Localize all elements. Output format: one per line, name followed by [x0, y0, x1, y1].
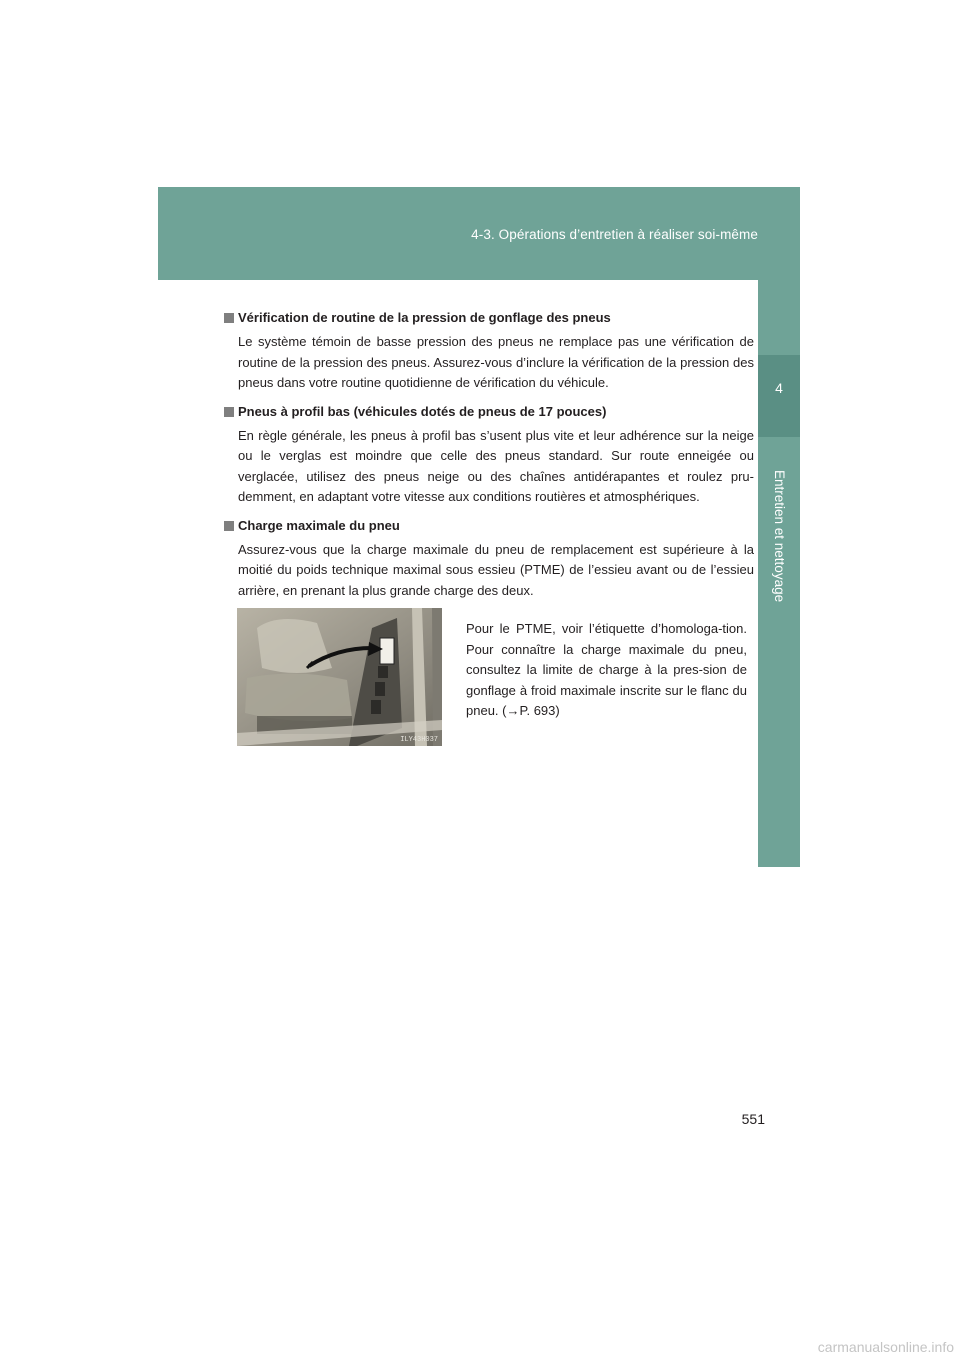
section-body: Assurez-vous que la charge maximale du pneu de remplacement est supérieure à la moitié du poids technique maximal sous essieu (PTME) de l’essieu avant ou de l’essieu arrière, en prenant la plus grande charge des deux.: [238, 541, 754, 598]
section-title-text: Pneus à profil bas (véhicules dotés de pneus de 17 pouces): [238, 403, 607, 419]
section-body: Le système témoin de basse pression des pneus ne remplace pas une vérification de routine de la pression des pneus. Assurez-vous d’inclure la vérification de la pression des pneus dans votre routine quotidienne de vérification du véhicule.: [238, 334, 754, 390]
section-header-title: 4-3. Opérations d’entretien à réaliser soi-même: [471, 227, 758, 242]
header-band: [158, 187, 800, 280]
chapter-label: Entretien et nettoyage: [772, 470, 787, 603]
section-max-tire-load: [224, 516, 754, 602]
door-pillar-label-photo: [237, 608, 442, 746]
figure-row: [237, 608, 753, 748]
figure-description: Pour le PTME, voir l’étiquette d’homologa-tion. Pour connaître la charge maximale du pneu, consultez la limite de charge à la pres-sion de gonflage à froid maximale inscrite sur le flanc du pneu. (→P. 693): [466, 621, 747, 718]
page-number: 551: [741, 1111, 765, 1127]
section-low-profile-tires: [224, 402, 754, 508]
chapter-label-wrapper: [771, 470, 787, 850]
square-bullet-icon: [224, 313, 234, 323]
section-title-text: Vérification de routine de la pression de gonflage des pneus: [238, 310, 611, 325]
photo-caption: ILY43H037: [400, 736, 438, 744]
door-pillar-illustration: [237, 608, 442, 746]
section-title: [224, 402, 754, 422]
square-bullet-icon: [224, 407, 234, 417]
watermark[interactable]: carmanualsonline.info: [817, 1339, 954, 1355]
section-title-text: Charge maximale du pneu: [238, 517, 400, 533]
chapter-tab[interactable]: [758, 355, 800, 437]
section-title: [224, 308, 754, 328]
section-body: En règle générale, les pneus à profil bas s’usent plus vite et leur adhérence sur la neige ou le verglas est moindre que celle des pneus standard. Sur route enneigée ou verglacée, utilisez des pneus neige ou des chaînes antidérapantes et roulez pru-demment, en adaptant votre vitesse aux conditions routières et atmosphériques.: [238, 427, 754, 504]
square-bullet-icon: [224, 521, 234, 531]
page-content: [224, 308, 754, 609]
section-tire-pressure-check: [224, 308, 754, 394]
chapter-number: 4: [775, 380, 783, 396]
section-title: [224, 516, 754, 536]
